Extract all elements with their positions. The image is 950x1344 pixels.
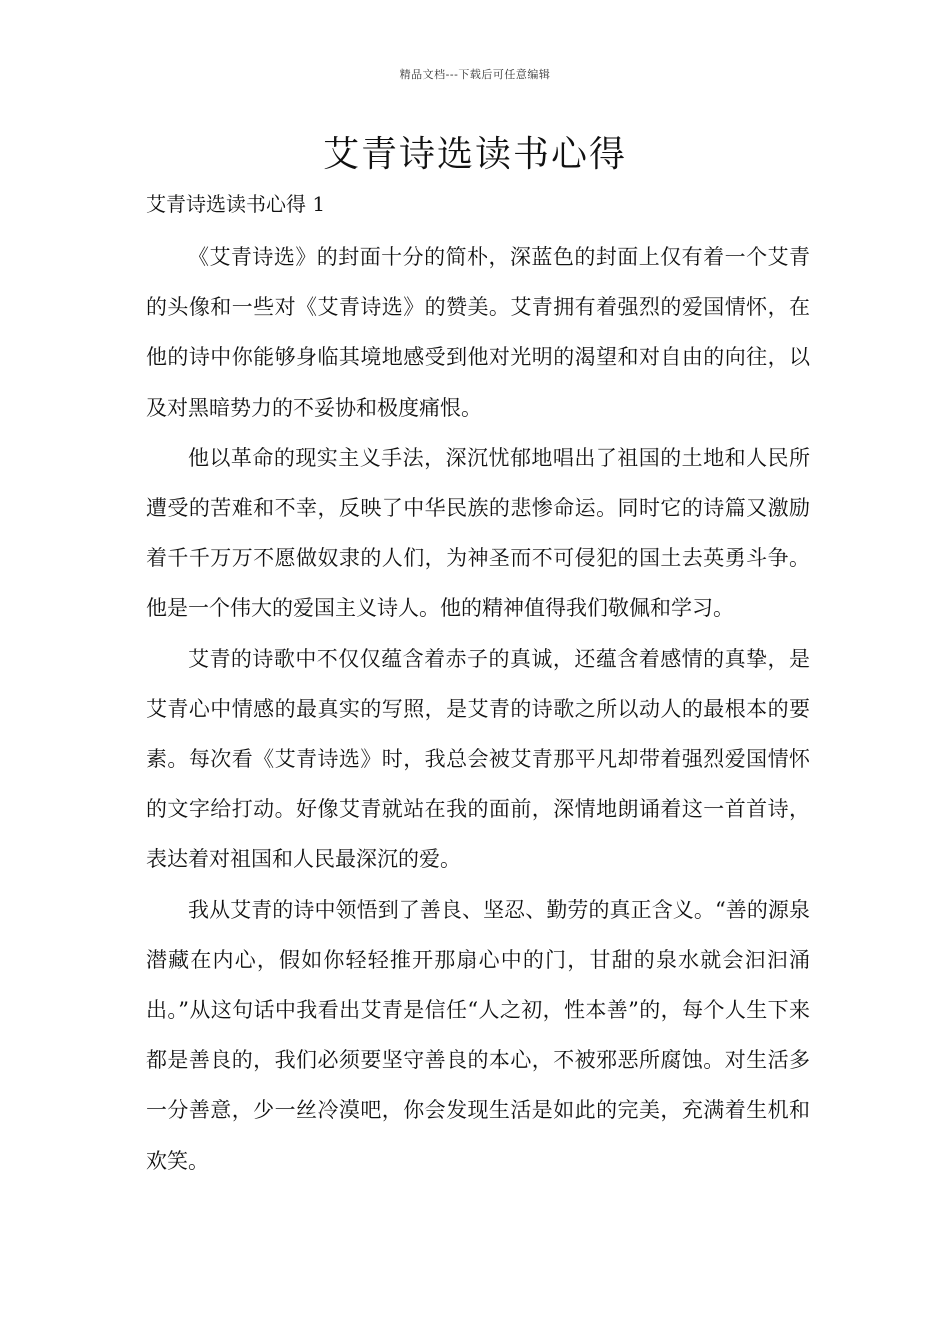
paragraph: 他以革命的现实主义手法，深沉忧郁地唱出了祖国的土地和人民所遭受的苦难和不幸，反映了中华民族的悲惨命运。同时它的诗篇又激励着千千万万不愿做奴隶的人们，为神圣而不可侵犯的国土去英勇斗争。他是一个伟大的爱国主义诗人。他的精神值得我们敬佩和学习。	[146, 445, 810, 621]
paragraph: 艾青的诗歌中不仅仅蕴含着赤子的真诚，还蕴含着感情的真挚，是艾青心中情感的最真实的写照，是艾青的诗歌之所以动人的最根本的要素。每次看《艾青诗选》时，我总会被艾青那平凡却带着强烈爱国情怀的文字给打动。好像艾青就站在我的面前，深情地朗诵着这一首首诗，表达着对祖国和人民最深沉的爱。	[146, 646, 810, 872]
section-subtitle: 艾青诗选读书心得 1	[146, 192, 326, 216]
body-text	[146, 232, 810, 1186]
header-note: 精品文档---下载后可任意编辑	[399, 68, 551, 81]
paragraph: 我从艾青的诗中领悟到了善良、坚忍、勤劳的真正含义。“善的源泉潜藏在内心，假如你轻轻推开那扇心中的门，甘甜的泉水就会汩汩涌出。”从这句话中我看出艾青是信任“人之初，性本善”的，每个人生下来都是善良的，我们必须要坚守善良的本心，不被邪恶所腐蚀。对生活多一分善意，少一丝冷漠吧，你会发现生活是如此的完美，充满着生机和欢笑。	[146, 897, 810, 1173]
paragraph: 《艾青诗选》的封面十分的简朴，深蓝色的封面上仅有着一个艾青的头像和一些对《艾青诗选》的赞美。艾青拥有着强烈的爱国情怀，在他的诗中你能够身临其境地感受到他对光明的渴望和对自由的向往，以及对黑暗势力的不妥协和极度痛恨。	[146, 245, 810, 420]
document-title: 艾青诗选读书心得	[322, 134, 627, 175]
